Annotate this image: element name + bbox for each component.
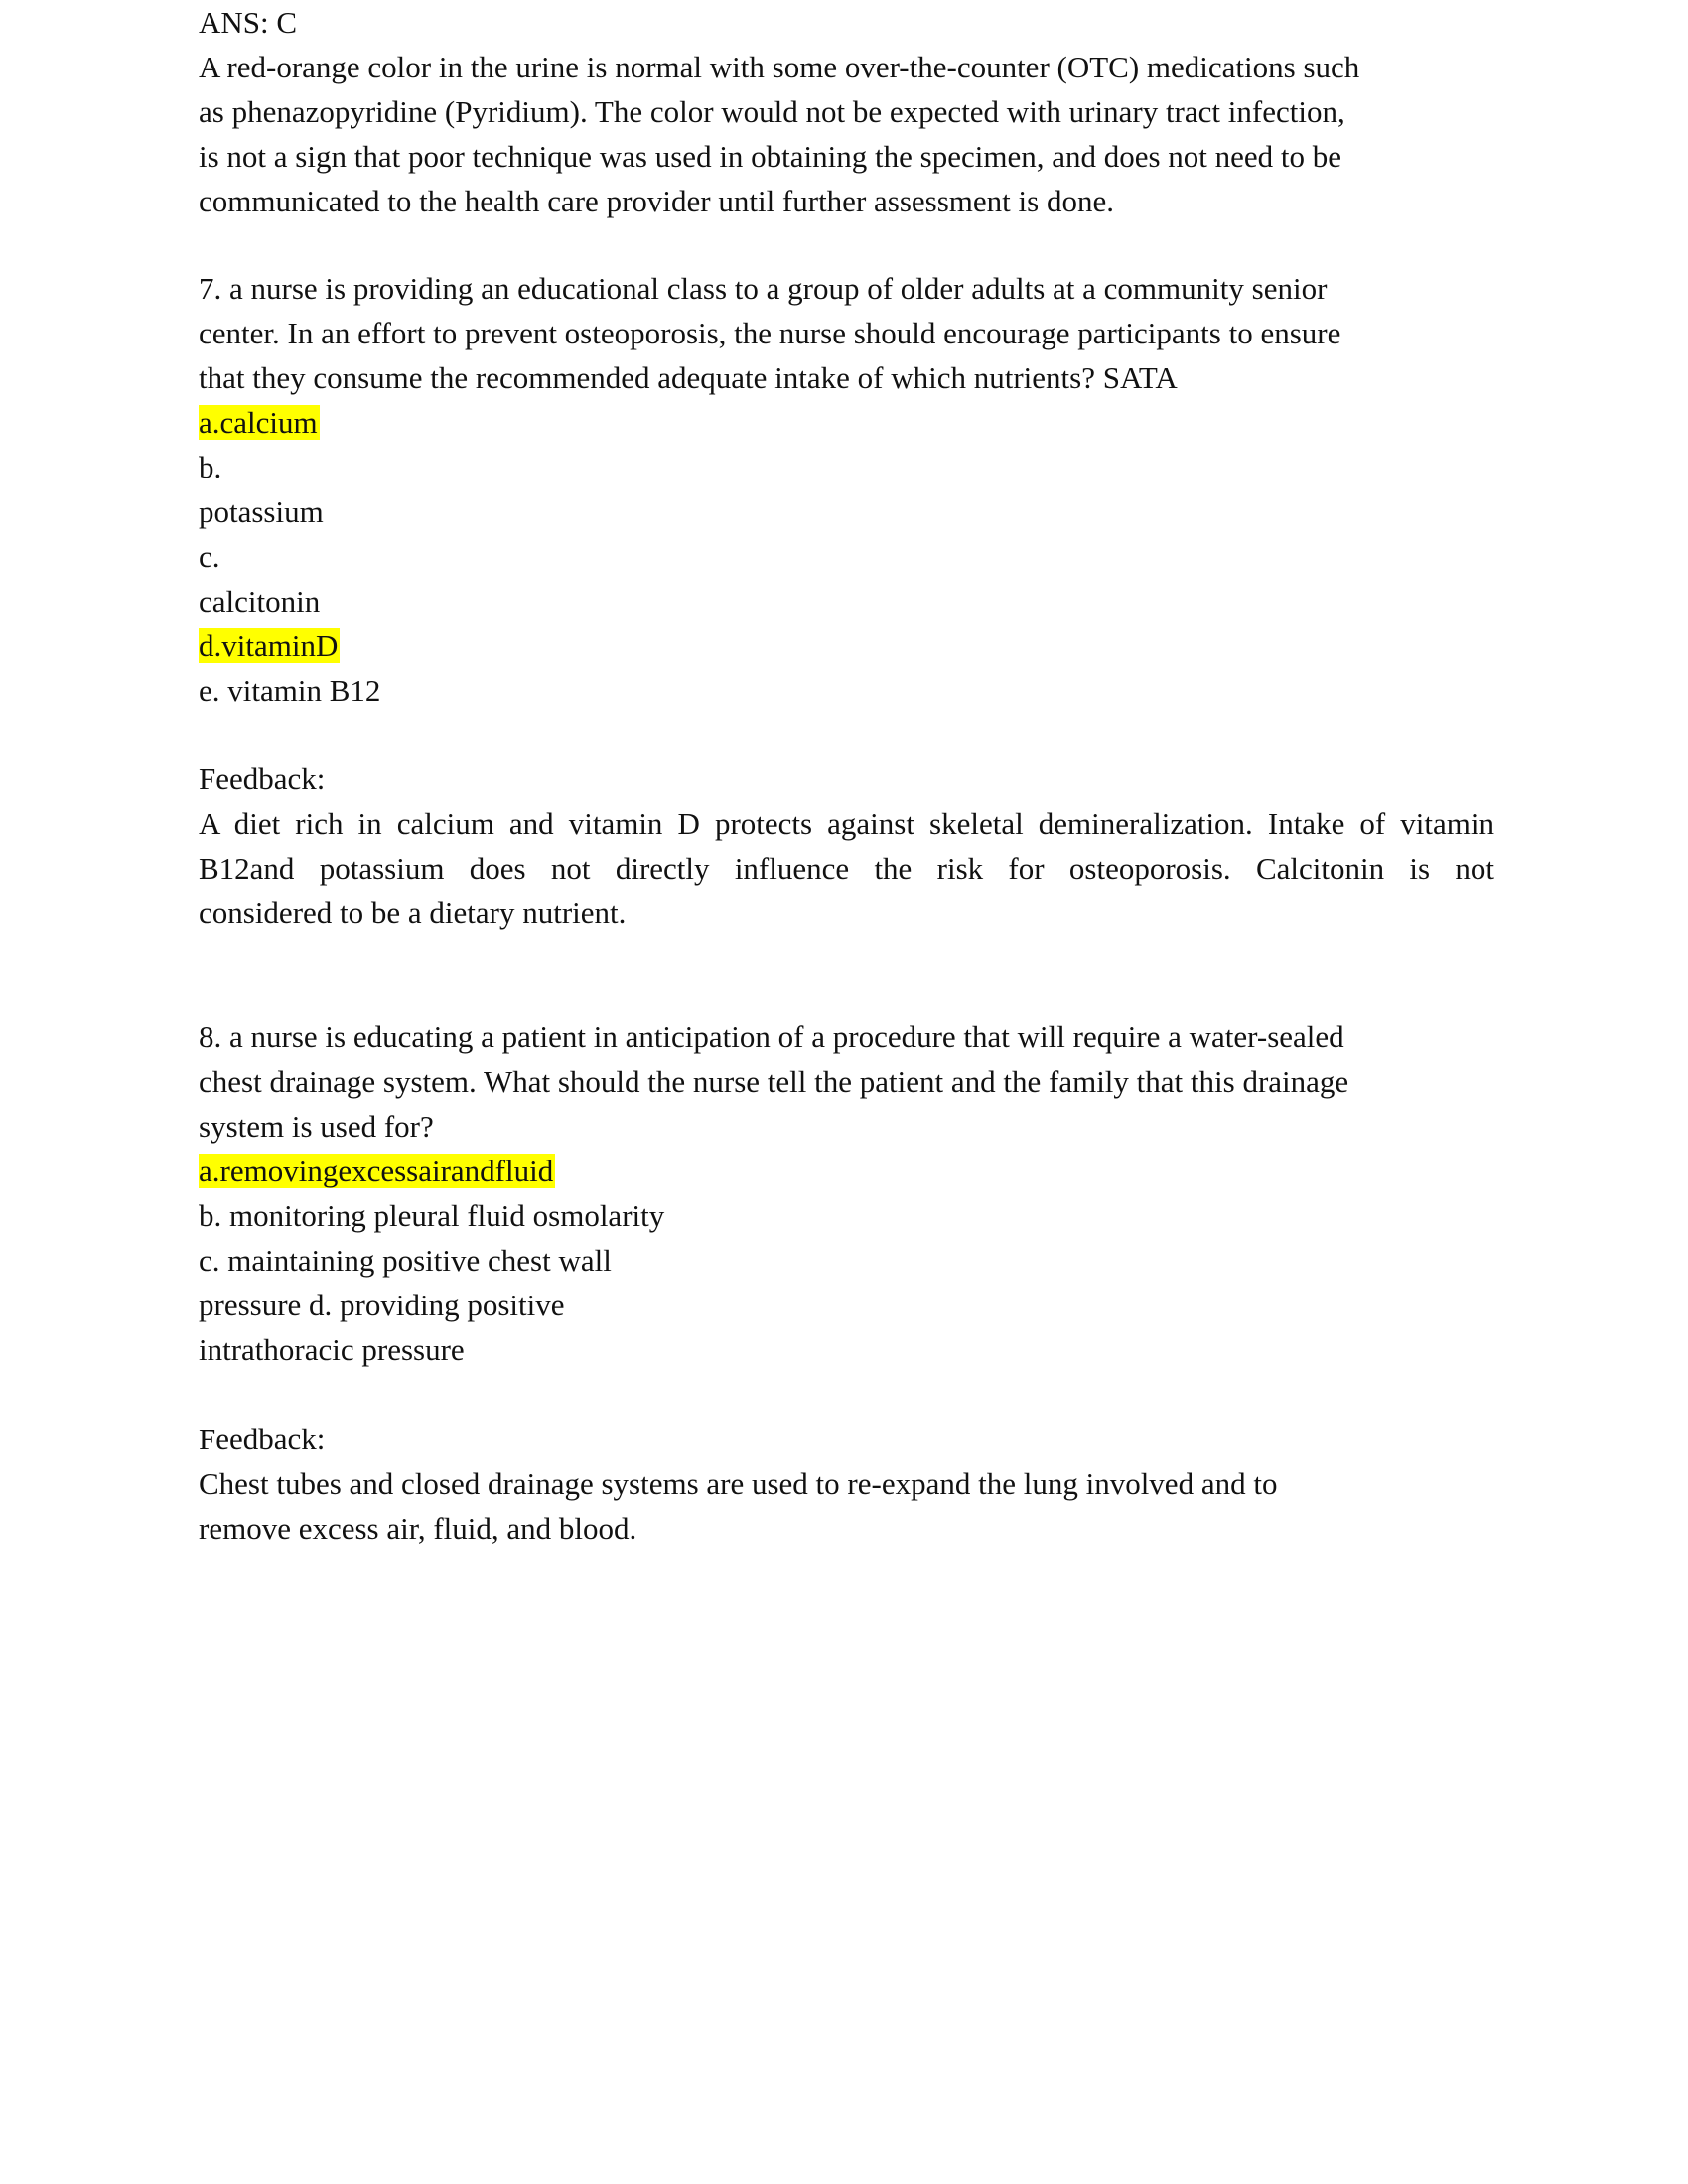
rationale-line: as phenazopyridine (Pyridium). The color would not be expected with urinary tract infection, [199, 94, 1345, 129]
question-8-feedback-label: Feedback: [199, 1422, 326, 1456]
question-7-stem-line: that they consume the recommended adequate intake of which nutrients? SATA [199, 360, 1178, 395]
question-7-feedback-line: B12and potassium does not directly influence the risk for osteoporosis. Calcitonin is not [199, 851, 1494, 886]
question-8-option-c: c. maintaining positive chest wall [199, 1243, 612, 1278]
rationale-line: is not a sign that poor technique was used in obtaining the specimen, and does not need to be [199, 139, 1342, 174]
question-8-option-c-d: pressure d. providing positive [199, 1288, 565, 1322]
question-8-stem-line: 8. a nurse is educating a patient in anticipation of a procedure that will require a water-sealed [199, 1020, 1344, 1054]
rationale-line: communicated to the health care provider until further assessment is done. [199, 184, 1114, 218]
question-7-option-e: e. vitamin B12 [199, 673, 381, 708]
question-8-option-b: b. monitoring pleural fluid osmolarity [199, 1198, 665, 1233]
highlighted-answer: a.calcium [199, 405, 318, 440]
question-8-option-a [199, 1149, 555, 1193]
question-7-stem-line: 7. a nurse is providing an educational class to a group of older adults at a community senior [199, 271, 1328, 306]
question-7-option-b-marker: b. [199, 450, 222, 484]
question-7-stem-line: center. In an effort to prevent osteoporosis, the nurse should encourage participants to ensure [199, 316, 1341, 350]
question-8-feedback-line: Chest tubes and closed drainage systems are used to re-expand the lung involved and to [199, 1466, 1278, 1501]
question-7-option-d [199, 623, 340, 668]
highlighted-answer: a.removingexcessairandfluid [199, 1154, 554, 1188]
rationale-line: A red-orange color in the urine is normal with some over-the-counter (OTC) medications such [199, 50, 1360, 84]
question-7-feedback-line: considered to be a dietary nutrient. [199, 895, 627, 930]
question-7-option-c: calcitonin [199, 584, 321, 618]
question-7-option-a [199, 400, 320, 445]
question-7-option-c-marker: c. [199, 539, 220, 574]
question-8-stem-line: chest drainage system. What should the nurse tell the patient and the family that this drainage [199, 1064, 1349, 1099]
question-7-option-b: potassium [199, 494, 324, 529]
question-8-stem-line: system is used for? [199, 1109, 434, 1144]
highlighted-answer: d.vitaminD [199, 628, 339, 663]
question-7-feedback-line: A diet rich in calcium and vitamin D protects against skeletal demineralization. Intake of vitamin [199, 806, 1494, 841]
question-8-option-d: intrathoracic pressure [199, 1332, 465, 1367]
question-8-feedback-line: remove excess air, fluid, and blood. [199, 1511, 637, 1546]
answer-label: ANS: C [199, 5, 298, 40]
question-7-feedback-label: Feedback: [199, 761, 326, 796]
